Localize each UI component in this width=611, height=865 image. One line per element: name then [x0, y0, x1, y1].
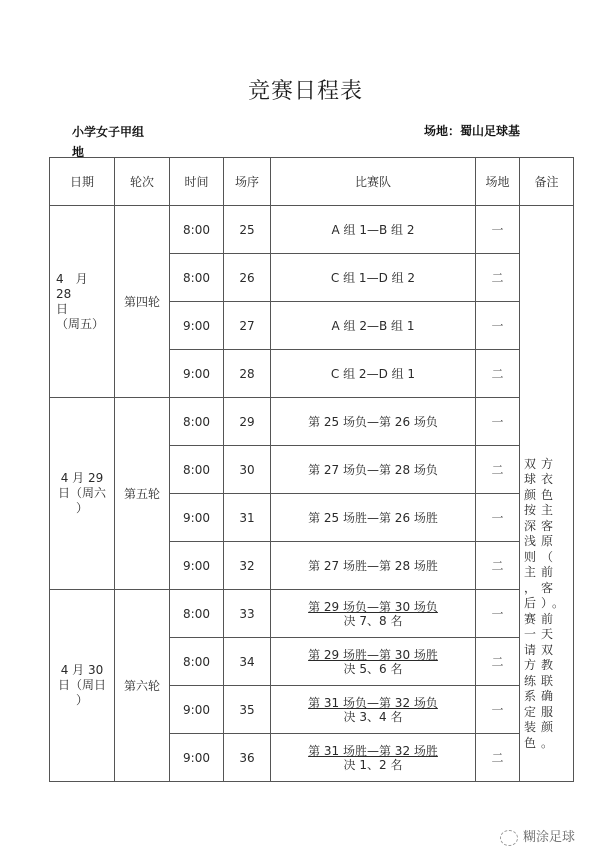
- table-row: [50, 206, 574, 254]
- date-line: 4 月 29: [60, 471, 104, 485]
- remark-line: 主前: [524, 565, 559, 579]
- wechat-logo-icon: [500, 830, 518, 846]
- remark-line: 球衣: [524, 472, 559, 486]
- placement-note: 决 1、2 名: [343, 757, 403, 772]
- remark-line: 定服: [524, 704, 559, 719]
- placement-note: 决 7、8 名: [343, 613, 403, 628]
- teams-text: 第 31 场负—第 32 场负: [308, 695, 438, 710]
- seq-cell: 33: [224, 590, 271, 638]
- round-cell: 第五轮: [115, 398, 170, 590]
- teams-cell: [271, 590, 476, 638]
- seq-cell: 25: [224, 206, 271, 254]
- teams-cell: 第 27 场胜—第 28 场胜: [271, 542, 476, 590]
- field-cell: 一: [476, 206, 520, 254]
- header-round: 轮次: [115, 158, 170, 206]
- remark-line: 则（: [524, 549, 559, 564]
- time-cell: 8:00: [170, 590, 224, 638]
- round-cell: 第四轮: [115, 206, 170, 398]
- time-cell: 9:00: [170, 734, 224, 782]
- field-cell: 一: [476, 302, 520, 350]
- seq-cell: 32: [224, 542, 271, 590]
- field-cell: 二: [476, 254, 520, 302]
- field-cell: 一: [476, 494, 520, 542]
- group-label: [72, 122, 172, 162]
- teams-cell: [271, 734, 476, 782]
- header-remark: 备注: [520, 158, 574, 206]
- field-cell: 二: [476, 542, 520, 590]
- seq-cell: 29: [224, 398, 271, 446]
- date-line: 4 月 30: [60, 663, 104, 677]
- seq-cell: 28: [224, 350, 271, 398]
- date-line: ）: [75, 693, 88, 707]
- header-time: 时间: [170, 158, 224, 206]
- date-line: 4 月 28: [56, 271, 100, 301]
- placement-note: 决 3、4 名: [343, 709, 403, 724]
- remark-line: 一天: [524, 627, 559, 641]
- seq-cell: 30: [224, 446, 271, 494]
- remark-line: 装颜: [524, 720, 559, 734]
- group-name-overflow: 地: [72, 145, 85, 159]
- remark-line: 赛前: [524, 611, 559, 626]
- time-cell: 9:00: [170, 350, 224, 398]
- remark-line: 深客: [524, 518, 559, 533]
- teams-cell: A 组 2—B 组 1: [271, 302, 476, 350]
- venue-label: 场地：蜀山足球基: [424, 124, 521, 138]
- teams-cell: C 组 1—D 组 2: [271, 254, 476, 302]
- page-title: 竞赛日程表: [247, 79, 363, 104]
- round-cell: 第六轮: [115, 590, 170, 782]
- placement-note: 决 5、6 名: [343, 661, 403, 676]
- date-cell: [50, 206, 115, 398]
- header-teams: 比赛队: [271, 158, 476, 206]
- field-cell: 一: [476, 398, 520, 446]
- teams-cell: 第 27 场负—第 28 场负: [271, 446, 476, 494]
- remark-line: 色。: [524, 735, 559, 750]
- header-row: [50, 158, 574, 206]
- teams-text: 第 29 场胜—第 30 场胜: [308, 647, 438, 662]
- table-row: [50, 590, 574, 638]
- teams-cell: [271, 638, 476, 686]
- time-cell: 8:00: [170, 206, 224, 254]
- remark-line: 请双: [524, 642, 559, 657]
- teams-cell: A 组 1—B 组 2: [271, 206, 476, 254]
- time-cell: 8:00: [170, 254, 224, 302]
- remark-line: 系确: [524, 689, 559, 703]
- seq-cell: 36: [224, 734, 271, 782]
- table-row: [50, 398, 574, 446]
- remark-line: ，客: [524, 580, 559, 595]
- time-cell: 9:00: [170, 302, 224, 350]
- date-line: （周五）: [56, 316, 105, 331]
- time-cell: 9:00: [170, 494, 224, 542]
- group-name: 小学女子甲组: [72, 125, 145, 139]
- time-cell: 8:00: [170, 446, 224, 494]
- teams-cell: [271, 686, 476, 734]
- field-cell: 一: [476, 590, 520, 638]
- schedule-table: [49, 157, 574, 782]
- remark-line: 方教: [524, 658, 559, 672]
- teams-cell: 第 25 场负—第 26 场负: [271, 398, 476, 446]
- remark-text: [524, 457, 569, 752]
- time-cell: 8:00: [170, 638, 224, 686]
- seq-cell: 27: [224, 302, 271, 350]
- teams-text: 第 29 场负—第 30 场负: [308, 599, 438, 614]
- remark-line: 按主: [524, 503, 559, 517]
- remark-line: 颜色: [524, 487, 559, 502]
- field-cell: 二: [476, 350, 520, 398]
- remark-line: 浅原: [524, 534, 559, 548]
- watermark-text: 糊涂足球: [523, 830, 576, 845]
- remark-line: 后）。: [524, 596, 570, 610]
- watermark: [500, 826, 575, 846]
- header-field: 场地: [476, 158, 520, 206]
- time-cell: 9:00: [170, 686, 224, 734]
- remark-line: 双方: [524, 456, 559, 471]
- field-cell: 二: [476, 638, 520, 686]
- date-line: 日: [56, 301, 69, 316]
- time-cell: 8:00: [170, 398, 224, 446]
- seq-cell: 31: [224, 494, 271, 542]
- teams-cell: 第 25 场胜—第 26 场胜: [271, 494, 476, 542]
- seq-cell: 35: [224, 686, 271, 734]
- date-line: 日（周日: [57, 678, 106, 692]
- date-cell: [50, 398, 115, 590]
- date-line: ）: [75, 501, 88, 515]
- seq-cell: 26: [224, 254, 271, 302]
- date-cell: [50, 590, 115, 782]
- field-cell: 二: [476, 734, 520, 782]
- header-seq: 场序: [224, 158, 271, 206]
- remark-line: 练联: [524, 673, 559, 688]
- teams-text: 第 31 场胜—第 32 场胜: [308, 743, 438, 758]
- field-cell: 一: [476, 686, 520, 734]
- time-cell: 9:00: [170, 542, 224, 590]
- remark-cell: [520, 206, 574, 782]
- field-cell: 二: [476, 446, 520, 494]
- date-line: 日（周六: [57, 486, 106, 500]
- seq-cell: 34: [224, 638, 271, 686]
- teams-cell: C 组 2—D 组 1: [271, 350, 476, 398]
- header-date: 日期: [50, 158, 115, 206]
